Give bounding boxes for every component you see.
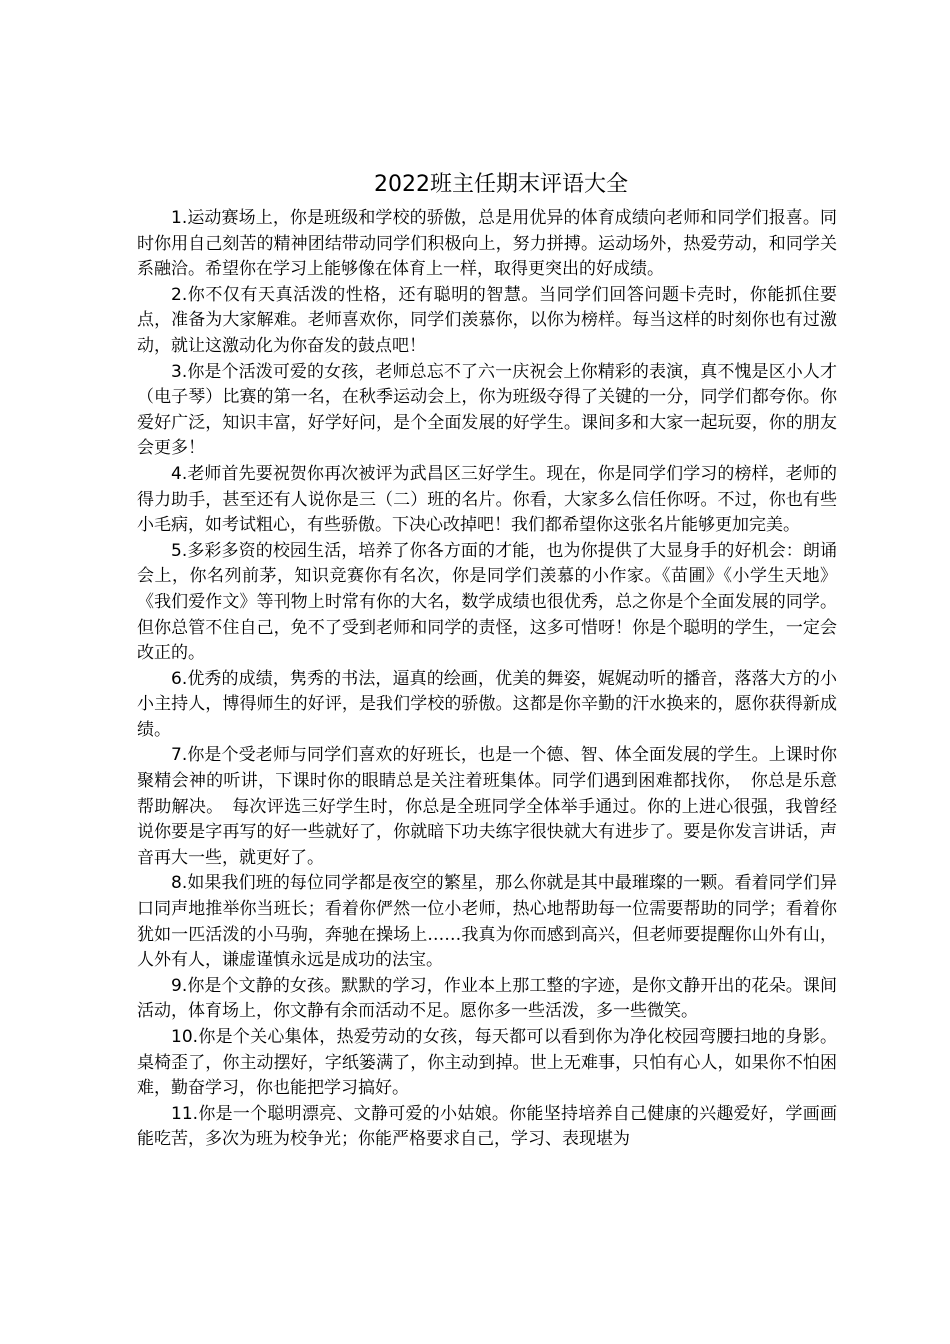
paragraph-text: 优秀的成绩，隽秀的书法，逼真的绘画，优美的舞姿，娓娓动听的播音，落落大方的小小主持人，博得师生的好评，是我们学校的骄傲。这都是你辛勤的汗水换来的，愿你获得新成绩。 bbox=[137, 668, 837, 740]
paragraph-text: 你是个关心集体，热爱劳动的女孩，每天都可以看到你为净化校园弯腰扫地的身影。桌椅歪了，你主动摆好，字纸篓满了，你主动到掉。世上无难事，只怕有心人，如果你不怕困难，勤奋学习，你也能把学习搞好。 bbox=[137, 1027, 837, 1099]
comment-paragraph-6 bbox=[137, 667, 837, 744]
paragraph-number: 2. bbox=[171, 284, 188, 305]
paragraph-text: 你是个受老师与同学们喜欢的好班长，也是一个德、智、体全面发展的学生。上课时你聚精会神的听讲，下课时你的眼睛总是关注着班集体。同学们遇到困难都找你， 你总是乐意帮助解决。 每次评选三好学生时，你总是全班同学全体举手通过。你的上进心很强，我曾经说你要是字再写的好一些就好了，你就暗下功夫练字很快就大有进步了。要是你发言讲话，声音再大一些，就更好了。 bbox=[137, 745, 837, 868]
paragraph-text: 如果我们班的每位同学都是夜空的繁星，那么你就是其中最璀璨的一颗。看着同学们异口同声地推举你当班长；看着你俨然一位小老师，热心地帮助每一位需要帮助的同学；看着你犹如一匹活泼的小马驹，奔驰在操场上……我真为你而感到高兴，但老师要提醒你山外有山，人外有人，谦虚谨慎永远是成功的法宝。 bbox=[137, 873, 837, 971]
paragraph-text: 你是个文静的女孩。默默的学习，作业本上那工整的字迹，是你文静开出的花朵。课间活动，体育场上，你文静有余而活动不足。愿你多一些活泼，多一些微笑。 bbox=[137, 975, 837, 1022]
paragraph-number: 11. bbox=[171, 1103, 199, 1124]
paragraph-text: 你是个活泼可爱的女孩，老师总忘不了六一庆祝会上你精彩的表演，真不愧是区小人才（电子琴）比赛的第一名，在秋季运动会上，你为班级夺得了关键的一分，同学们都夸你。你爱好广泛，知识丰富，好学好问，是个全面发展的好学生。课间多和大家一起玩耍，你的朋友会更多！ bbox=[137, 361, 837, 459]
comment-paragraph-4 bbox=[137, 462, 837, 539]
paragraph-number: 3. bbox=[171, 361, 188, 382]
paragraph-number: 6. bbox=[171, 668, 188, 689]
comment-paragraph-3 bbox=[137, 360, 837, 462]
paragraph-text: 你是一个聪明漂亮、文静可爱的小姑娘。你能坚持培养自己健康的兴趣爱好，学画画能吃苦，多次为班为校争光；你能严格要求自己，学习、表现堪为 bbox=[137, 1103, 837, 1150]
comment-paragraph-9 bbox=[137, 974, 837, 1025]
comment-paragraph-10 bbox=[137, 1025, 837, 1102]
comment-paragraph-11 bbox=[137, 1102, 837, 1153]
comment-paragraph-5 bbox=[137, 539, 837, 667]
paragraph-number: 5. bbox=[171, 540, 188, 561]
paragraph-text: 运动赛场上，你是班级和学校的骄傲，总是用优异的体育成绩向老师和同学们报喜。同时你用自己刻苦的精神团结带动同学们积极向上，努力拼搏。运动场外，热爱劳动，和同学关系融洽。希望你在学习上能够像在体育上一样，取得更突出的好成绩。 bbox=[137, 208, 837, 280]
comment-paragraph-8 bbox=[137, 871, 837, 973]
paragraph-number: 9. bbox=[171, 975, 188, 996]
paragraph-number: 1. bbox=[171, 208, 188, 228]
paragraph-number: 8. bbox=[171, 873, 188, 894]
paragraph-text: 多彩多资的校园生活，培养了你各方面的才能，也为你提供了大显身手的好机会：朗诵会上，你名列前茅，知识竞赛你有名次，你是同学们羡慕的小作家。《苗圃》《小学生天地》《我们爱作文》等刊物上时常有你的大名，数学成绩也很优秀，总之你是个全面发展的同学。但你总管不住自己，免不了受到老师和同学的责怪，这多可惜呀！你是个聪明的学生，一定会改正的。 bbox=[137, 540, 837, 664]
comment-paragraph-7 bbox=[137, 743, 837, 871]
paragraph-number: 10. bbox=[171, 1027, 199, 1047]
comment-paragraph-2 bbox=[137, 283, 837, 360]
paragraph-number: 4. bbox=[171, 463, 188, 484]
document-body bbox=[137, 206, 837, 1153]
paragraph-text: 你不仅有天真活泼的性格，还有聪明的智慧。当同学们回答问题卡壳时，你能抓住要点，准备为大家解难。老师喜欢你，同学们羡慕你，以你为榜样。每当这样的时刻你也有过激动，就让这激动化为你奋发的鼓点吧！ bbox=[137, 284, 837, 356]
paragraph-text: 老师首先要祝贺你再次被评为武昌区三好学生。现在，你是同学们学习的榜样，老师的得力助手，甚至还有人说你是三（二）班的名片。你看，大家多么信任你呀。不过，你也有些小毛病，如考试粗心，有些骄傲。下决心改掉吧！我们都希望你这张名片能够更加完美。 bbox=[137, 463, 837, 536]
document-title: 2022班主任期末评语大全 bbox=[374, 172, 628, 197]
comment-paragraph-1 bbox=[137, 206, 837, 283]
paragraph-number: 7. bbox=[171, 745, 188, 766]
